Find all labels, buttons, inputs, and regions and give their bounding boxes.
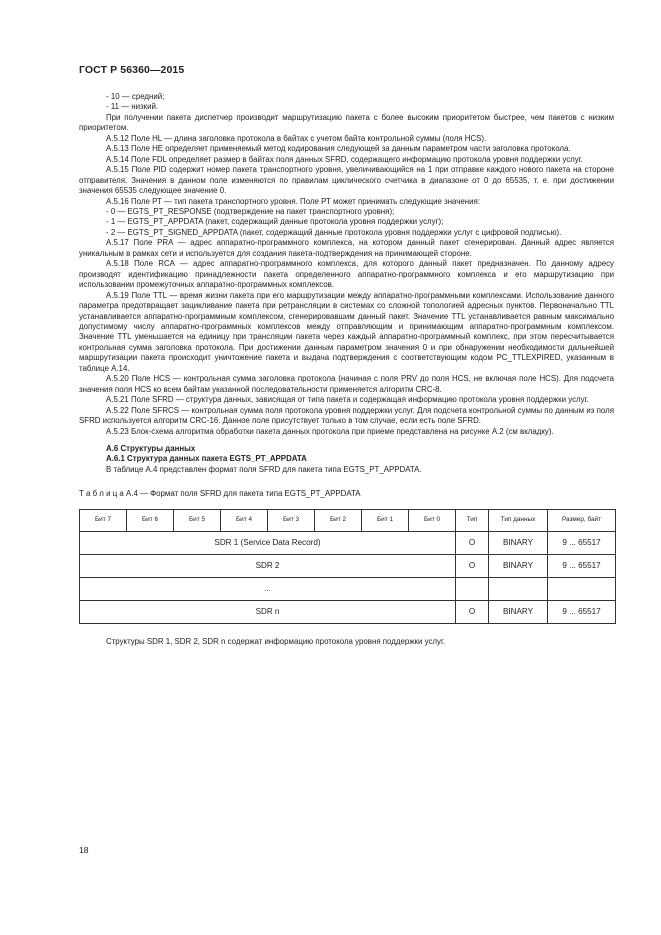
- list-item: - 2 — EGTS_PT_SIGNED_APPDATA (пакет, содержащий данные протокола уровня поддержки услуг с цифровой подписью).: [106, 227, 562, 237]
- table-row: [80, 531, 616, 554]
- header-cell: Бит 3: [268, 509, 315, 531]
- data-type-cell: BINARY: [489, 531, 548, 554]
- type-cell: [456, 577, 489, 600]
- table-row: [80, 600, 616, 623]
- paragraph-a-5-20: А.5.20 Поле HCS — контрольная сумма заголовка протокола (начиная с поля PRV до поля HCS, не включая поле HCS). Для подсчета значения поля HCS ко всем байтам указанной последовательности применяется алгоритм CRC-8.: [79, 374, 614, 394]
- header-cell: Тип: [456, 509, 489, 531]
- page-number: 18: [79, 845, 89, 855]
- subsection-text: В таблице А.4 представлен формат поля SFRD для пакета типа EGTS_PT_APPDATA.: [106, 464, 422, 474]
- table-row: [80, 554, 616, 577]
- paragraph-a-5-16: А.5.16 Поле РТ — тип пакета транспортного уровня. Поле РТ может принимать следующие значения:: [106, 196, 481, 206]
- paragraph-a-5-12: А.5.12 Поле HL — длина заголовка протокола в байтах с учетом байта контрольной суммы (поля HCS).: [106, 133, 487, 143]
- paragraph-a-5-14: А.5.14 Поле FDL определяет размер в байтах поля данных SFRD, содержащего информацию протокола уровня поддержки услуг.: [106, 154, 583, 164]
- header-cell: Бит 5: [174, 509, 221, 531]
- type-cell: O: [456, 600, 489, 623]
- record-name-cell: SDR 2: [80, 554, 456, 577]
- data-type-cell: [489, 577, 548, 600]
- list-item: - 0 — EGTS_PT_RESPONSE (подтверждение на пакет транспортного уровня);: [106, 206, 395, 216]
- paragraph-a-5-22: А.5.22 Поле SFRCS — контрольная сумма поля протокола уровня поддержки услуг. Для подсчета контрольной суммы по данным из поля SFRD используется алгоритм CRC-16. Данное поле присутствует только в том случае, если есть поле SFRD.: [79, 405, 614, 426]
- data-type-cell: BINARY: [489, 554, 548, 577]
- paragraph-a-5-17: А.5.17 Поле PRA — адрес аппаратно-программного комплекса, на котором данный пакет сгенерирован. Данный адрес является уникальным в рамках сети и используется для создания пакета-подтверждения на принимающей стороне.: [79, 238, 614, 258]
- after-table-text: Структуры SDR 1, SDR 2, SDR n содержат информацию протокола уровня поддержки услуг.: [106, 636, 446, 646]
- header-cell: Размер, байт: [548, 509, 616, 531]
- document-header: ГОСТ Р 56360—2015: [79, 64, 185, 76]
- type-cell: O: [456, 531, 489, 554]
- data-type-cell: BINARY: [489, 600, 548, 623]
- table-row: [80, 577, 616, 600]
- paragraph-a-5-15: А.5.15 Поле PID содержит номер пакета транспортного уровня, увеличивающийся на 1 при отправке каждого нового пакета на стороне отправителя. Значения в данном поле изменяются по правилам циклического счетчика в диапазоне от 0 до 65535, т. е. при достижении значения 65535 следующее значение 0.: [79, 165, 614, 196]
- header-cell: Бит 7: [80, 509, 127, 531]
- header-cell: Бит 2: [315, 509, 362, 531]
- table-header-row: [80, 509, 616, 531]
- size-cell: 9 ... 65517: [548, 554, 616, 577]
- subsection-heading: А.6.1 Структура данных пакета EGTS_PT_APPDATA: [106, 454, 307, 464]
- record-name-cell: ...: [80, 577, 456, 600]
- record-name-cell: SDR 1 (Service Data Record): [80, 531, 456, 554]
- size-cell: 9 ... 65517: [548, 600, 616, 623]
- paragraph-a-5-18: А.5.18 Поле RCA — адрес аппаратно-программного комплекса, для которого данный пакет предназначен. По данному адресу производят идентификацию принадлежности пакета определенного аппаратно-программного комплекса и его маршрутизацию при использовании промежуточных аппаратно-программных комплексов.: [79, 259, 614, 290]
- paragraph-a-5-13: А.5.13 Поле НЕ определяет применяемый метод кодирования следующей за данным параметром части заголовка протокола.: [106, 144, 571, 154]
- type-cell: O: [456, 554, 489, 577]
- header-cell: Бит 6: [127, 509, 174, 531]
- paragraph-a-5-21: А.5.21 Поле SFRD — структура данных, зависящая от типа пакета и содержащая информацию протокола уровня поддержки услуг.: [106, 395, 589, 405]
- table-caption: Т а б л и ц а А.4 — Формат поля SFRD для пакета типа EGTS_PT_APPDATA: [79, 489, 361, 499]
- list-item: - 11 — низкий.: [106, 102, 159, 112]
- header-cell: Тип данных: [489, 509, 548, 531]
- header-cell: Бит 1: [362, 509, 409, 531]
- section-heading: А.6 Структуры данных: [106, 443, 196, 453]
- list-item: - 1 — EGTS_PT_APPDATA (пакет, содержащий данные протокола уровня поддержки услуг);: [106, 217, 444, 227]
- list-item: - 10 — средний;: [106, 92, 165, 101]
- document-body: [79, 92, 614, 647]
- sfrd-format-table: [79, 509, 616, 624]
- paragraph-a-5-23: А.5.23 Блок-схема алгоритма обработки пакета данных протокола при приеме представлена на рисунке А.2 (см вкладку).: [106, 426, 554, 436]
- size-cell: [548, 577, 616, 600]
- header-cell: Бит 0: [409, 509, 456, 531]
- size-cell: 9 ... 65517: [548, 531, 616, 554]
- record-name-cell: SDR n: [80, 600, 456, 623]
- header-cell: Бит 4: [221, 509, 268, 531]
- paragraph: При получении пакета диспетчер производит маршрутизацию пакета с более высоким приоритетом быстрее, чем пакетов с низким приоритетом.: [79, 112, 614, 133]
- paragraph-a-5-19: А.5.19 Поле TTL — время жизни пакета при его маршрутизации между аппаратно-программными комплексами. Использование данного параметра предотвращает зацикливание пакета при ретрансляции в системах со сложной топологией адресных пунктов. Первоначально TTL устанавливается аппаратно-программным комплексом, сгенерировавшим данный пакет. Значение TTL устанавливается равным максимально допустимому числу аппаратно-программных комплексов между отправляющим и принимающим аппаратно-программным комплексом. Значение TTL уменьшается на единицу при трансляции пакета через каждый аппаратно-программный комплекс, при этом пересчитывается контрольная сумма заголовка протокола. При достижении данным параметром значения 0 и при обнаружении необходимости дальнейшей маршрутизации пакета происходит уничтожение пакета и выдача подтверждения с соответствующим кодом PC_TTLEXPIRED, указанным в таблице А.14.: [79, 290, 614, 373]
